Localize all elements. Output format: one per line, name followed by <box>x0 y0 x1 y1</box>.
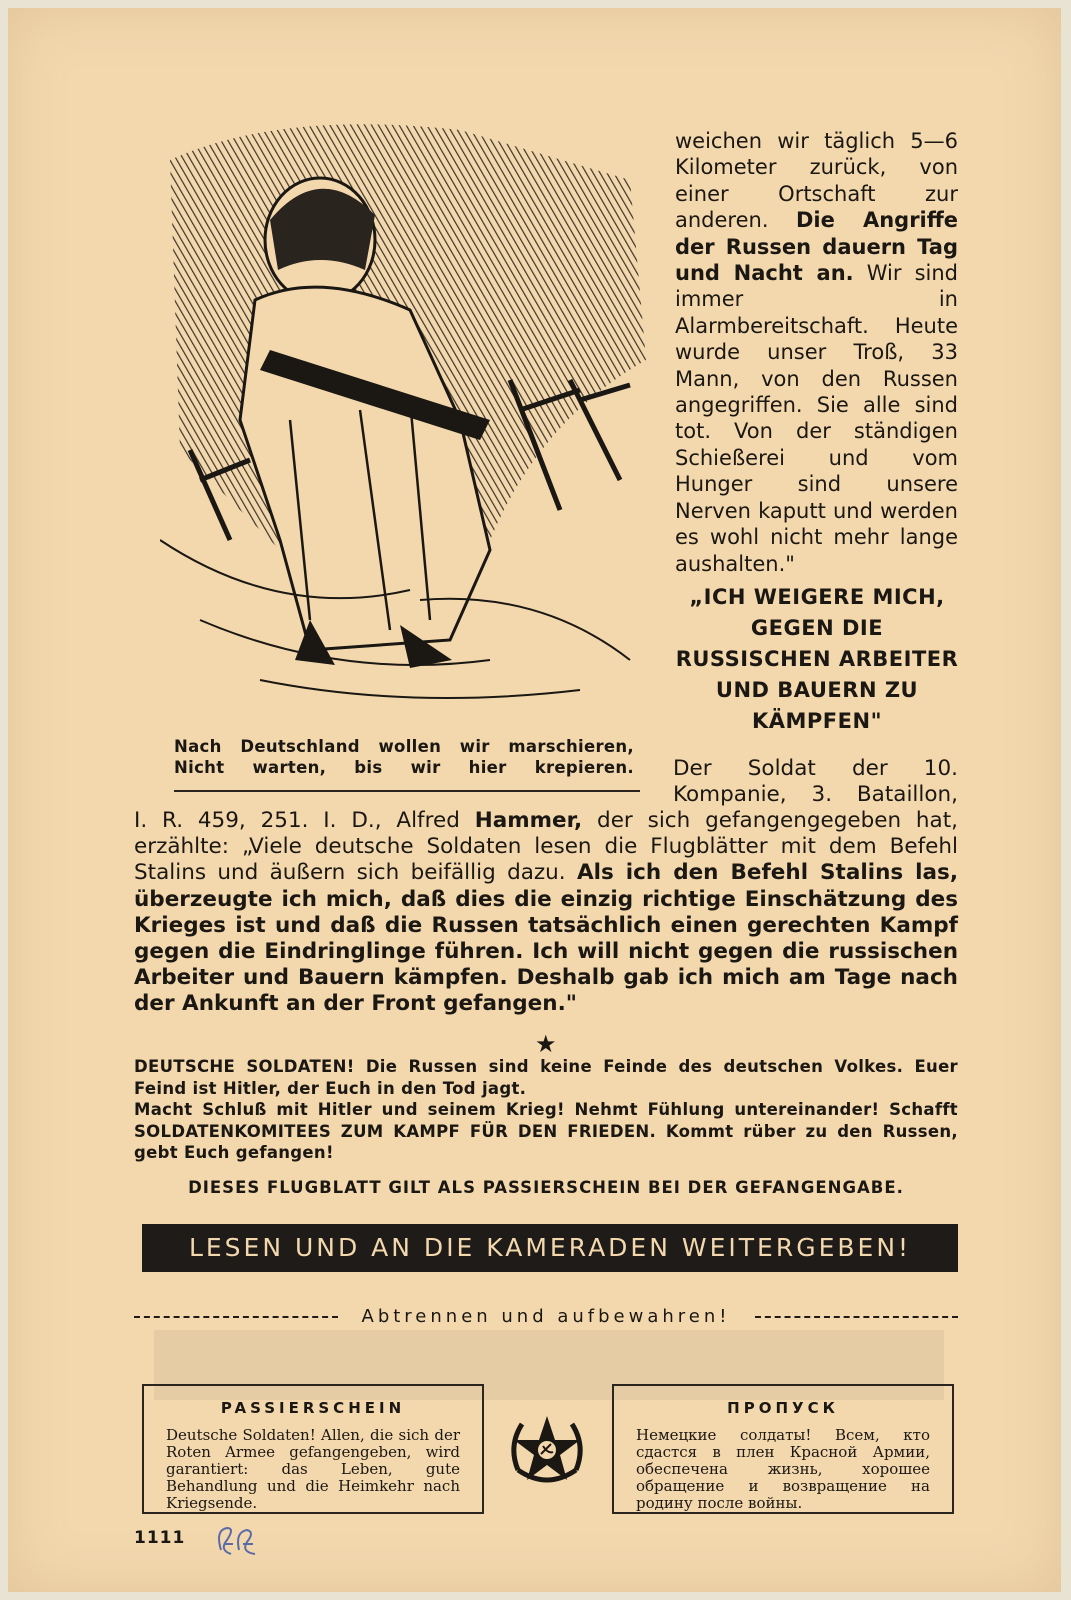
testimony-quote: Als ich den Befehl Stalins las, überzeugte ich mich, daß dies die einzig richtige Einschätzung des Krieges ist und daß die Russen tatsächlich einen gerechten Kampf gegen die Eindringlinge führen. Ich will nicht gegen die russischen Arbeiter und Bauern kämpfen. Deshalb gab ich mich am Tage nach der Ankunft an der Front gefangen." <box>134 860 959 1017</box>
soviet-star-wreath-emblem-icon <box>504 1408 590 1494</box>
pass-german <box>142 1384 484 1514</box>
appeal-paragraph-1: DEUTSCHE SOLDATEN! Die Russen sind keine Feinde des deutschen Volkes. Euer Feind ist Hitler, der Euch in den Tod jagt. <box>134 1057 958 1098</box>
byline-line-1: Der Soldat der 10. <box>673 756 958 781</box>
appeal-paragraph-2: Macht Schluß mit Hitler und seinem Krieg! Nehmt Fühlung untereinander! Schafft SOLDATENKOMITEES ZUM KAMPF FÜR DEN FRIEDEN. Kommt rüber zu den Russen, gebt Euch gefangen! <box>134 1100 958 1162</box>
testimony-byline <box>673 756 958 808</box>
pass-russian-text: Немецкие солдаты! Всем, кто сдастся в плен Красной Армии, обеспечена жизнь, хорошее обращение и возвращение на родину после войны. <box>636 1426 930 1512</box>
illustration-caption <box>174 736 634 778</box>
testimony-name: Hammer, <box>474 808 583 833</box>
pass-russian <box>612 1384 954 1514</box>
section-heading: „ICH WEIGERE MICH, GEGEN DIE RUSSISCHEN ARBEITER UND BAUERN ZU KÄMPFEN" <box>675 585 959 733</box>
letter-continued-text <box>675 128 958 577</box>
testimony-text-b: der sich gefangengegeben hat, erzählte: „Viele deutsche Soldaten lesen die Flugblätter mit dem Befehl Stalins und äußern sich beifällig dazu. <box>134 808 958 886</box>
letter-part-2: Wir sind immer in Alarmbereitschaft. Heute wurde unser Troß, 33 Mann, von den Russen angegriffen. Sie alle sind tot. Von der ständigen Schießerei und vom Hunger sind unsere Nerven kaputt und werden es wohl nicht mehr lange aushalten." <box>675 261 958 576</box>
banner: LESEN UND AN DIE KAMERADEN WEITERGEBEN! <box>142 1224 958 1272</box>
pass-german-text: Deutsche Soldaten! Allen, die sich der Roten Armee gefangengeben, wird garantiert: das Leben, gute Behandlung und die Heimkehr nach Kriegsende. <box>166 1426 460 1512</box>
letter-part-1: weichen wir täglich 5—6 Kilometer zurück, von einer Ortschaft zur anderen. <box>675 129 958 233</box>
print-code: 1111 <box>134 1528 186 1548</box>
cut-dash-right <box>755 1316 959 1318</box>
star-separator: ★ <box>535 1030 557 1058</box>
cut-dash-left <box>134 1316 338 1318</box>
testimony-text-a: I. R. 459, 251. I. D., Alfred <box>134 808 475 833</box>
letter-bold-1: Die Angriffe der Russen dauern Tag und Nacht an. <box>675 208 959 286</box>
pass-russian-title: ПРОПУСК <box>727 1399 839 1417</box>
caption-divider <box>174 790 640 792</box>
caption-line-1: Nach Deutschland wollen wir marschieren, <box>174 737 634 756</box>
pass-german-title: PASSIERSCHEIN <box>220 1399 406 1417</box>
pass-note: DIESES FLUGBLATT GILT ALS PASSIERSCHEIN BEI DER GEFANGENGABE. <box>188 1178 904 1197</box>
byline-line-2: Kompanie, 3. Bataillon, <box>673 782 958 807</box>
testimony-text <box>134 808 958 1018</box>
soldier-in-snow-illustration <box>160 120 646 720</box>
cut-label: Abtrennen und aufbewahren! <box>361 1306 731 1327</box>
handwritten-initials-signature <box>213 1520 269 1560</box>
caption-line-2: Nicht warten, bis wir hier krepieren. <box>174 758 634 777</box>
leaflet-page <box>8 8 1061 1592</box>
appeal-block <box>134 1056 958 1164</box>
cut-line <box>134 1306 958 1327</box>
